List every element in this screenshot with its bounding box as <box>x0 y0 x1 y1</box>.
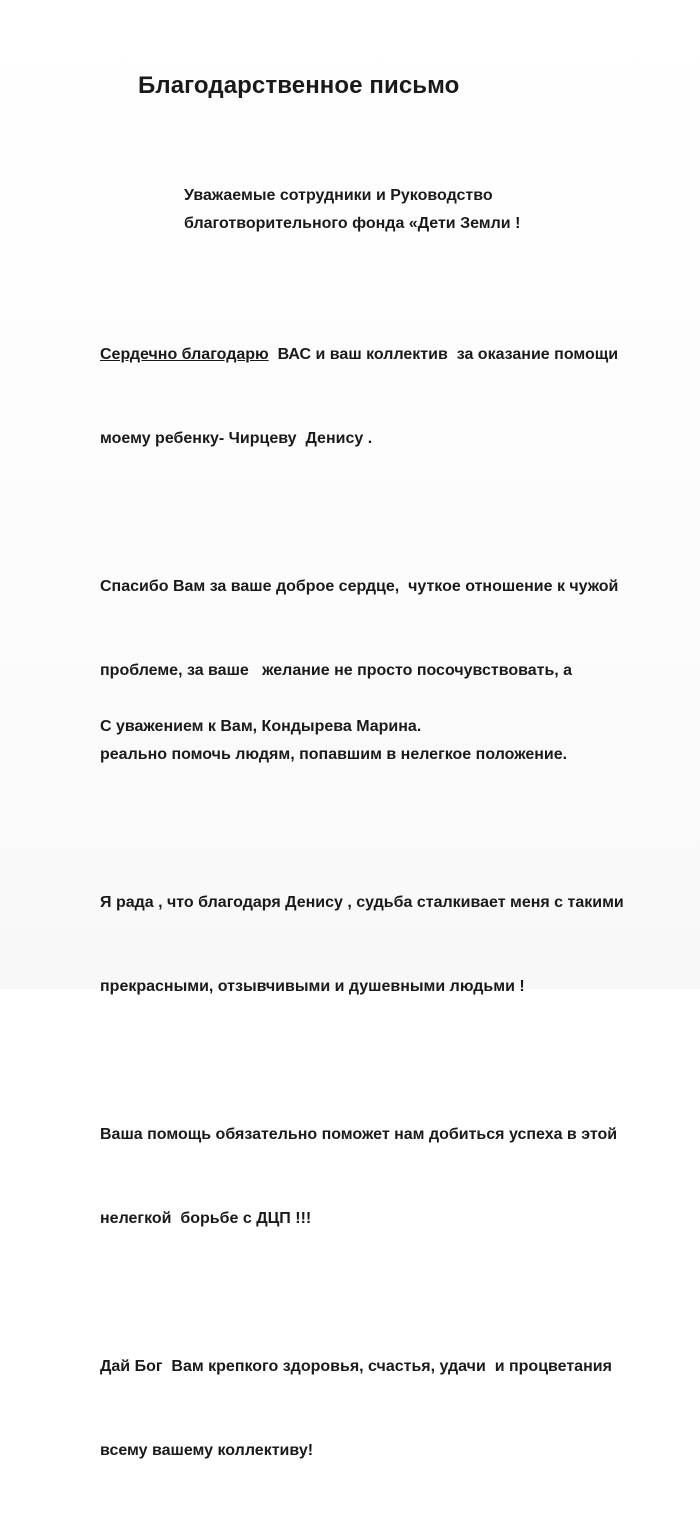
paragraph-line: прекрасными, отзывчивыми и душевными людьми ! <box>100 978 525 995</box>
paragraph-line <box>100 341 675 369</box>
paragraph-line: проблеме, за ваше желание не просто посочувствовать, а <box>100 662 573 679</box>
paragraph-thanks <box>100 517 675 825</box>
paragraph-line: моему ребенку- Чирцеву Денису . <box>100 430 373 447</box>
paragraph-line: Дай Бог Вам крепкого здоровья, счастья, удачи и процветания <box>100 1358 612 1375</box>
paragraph-line: нелегкой борьбе с ДЦП !!! <box>100 1210 312 1227</box>
paragraph-text: ВАС и ваш коллектив за оказание помощи <box>268 346 619 363</box>
paragraph-line: Я рада , что благодаря Денису , судьба сталкивает меня с такими <box>100 894 624 911</box>
letter-greeting <box>184 182 520 238</box>
greeting-line: Уважаемые сотрудники и Руководство <box>184 187 493 204</box>
letter-title: Благодарственное письмо <box>138 72 460 99</box>
letter-body <box>100 285 675 1529</box>
paragraph-gratitude <box>100 285 675 509</box>
paragraph-line: всему вашему коллективу! <box>100 1442 314 1459</box>
paragraph-wishes <box>100 1297 675 1521</box>
paragraph-line: Спасибо Вам за ваше доброе сердце, чуткое отношение к чужой <box>100 578 619 595</box>
paragraph-glad <box>100 833 675 1057</box>
underlined-phrase: Сердечно благодарю <box>100 346 269 363</box>
paragraph-line: реально помочь людям, попавшим в нелегкое положение. <box>100 746 568 763</box>
paragraph-help <box>100 1065 675 1289</box>
greeting-line: благотворительного фонда «Дети Земли ! <box>184 215 521 232</box>
letter-signature: С уважением к Вам, Кондырева Марина. <box>100 718 422 735</box>
paragraph-line: Ваша помощь обязательно поможет нам добиться успеха в этой <box>100 1126 618 1143</box>
